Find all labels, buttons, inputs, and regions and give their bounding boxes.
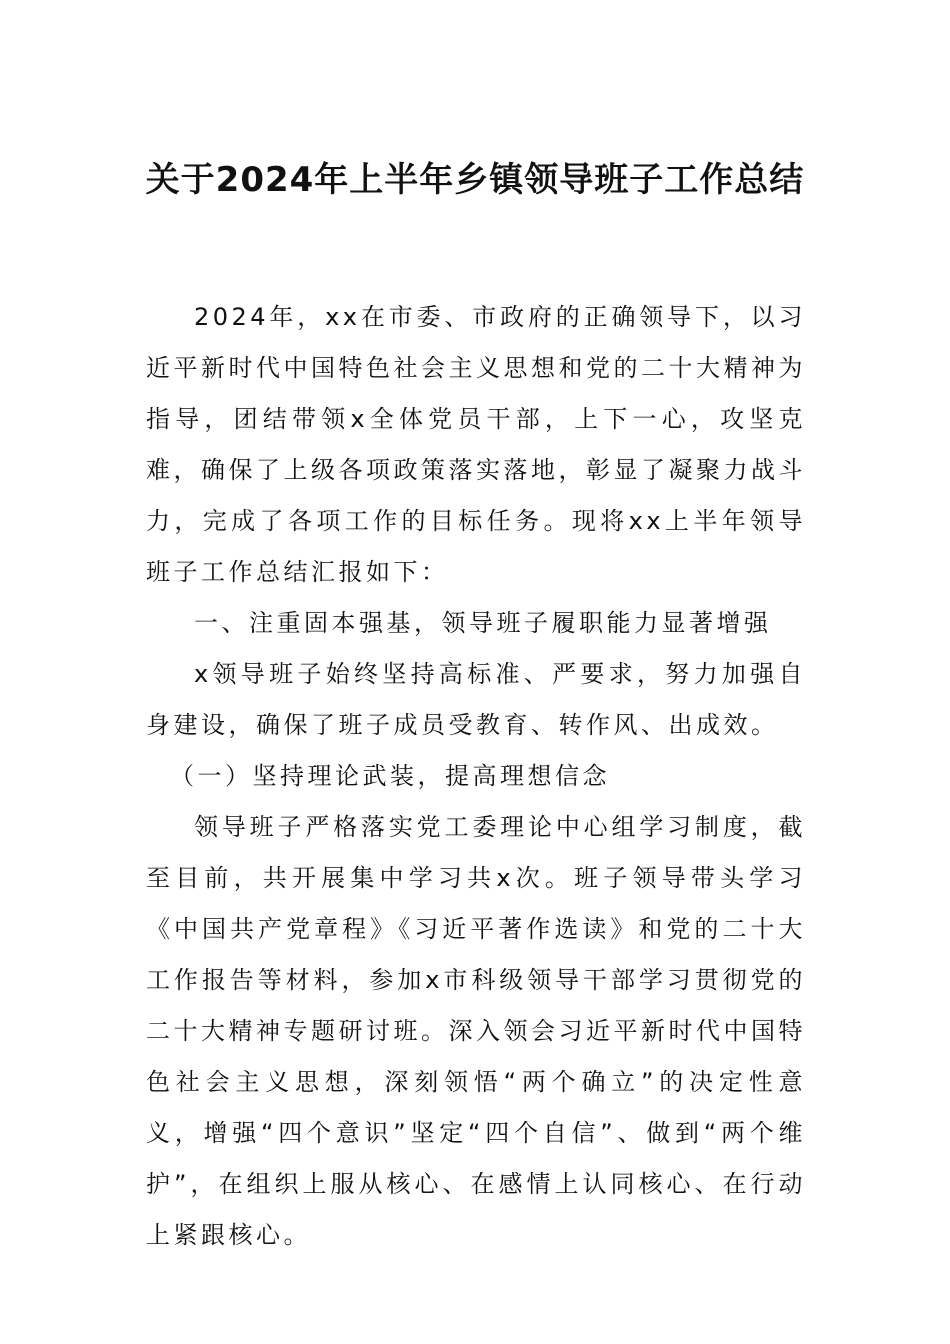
section-heading-1: 一、注重固本强基，领导班子履职能力显著增强 [194,609,772,637]
subsection-1-paragraph: 领导班子严格落实党工委理论中心组学习制度，截至目前，共开展集中学习共x次。班子领导带头学习《中国共产党章程》《习近平著作选读》和党的二十大工作报告等材料，参加x市科级领导干部学习贯彻党的二十大精神专题研讨班。深入领会习近平新时代中国特色社会主义思想，深刻领悟“两个确立”的决定性意义，增强“四个意识”坚定“四个自信”、做到“两个维护”，在组织上服从核心、在感情上认同核心、在行动上紧跟核心。 [146,813,806,1249]
document-body [146,292,806,1261]
document-title: 关于2024年上半年乡镇领导班子工作总结 [145,160,805,200]
subsection-heading-1: （一）坚持理论武装，提高理想信念 [170,762,610,790]
section-1-paragraph: x领导班子始终坚持高标准、严要求，努力加强自身建设，确保了班子成员受教育、转作风、出成效。 [146,660,806,739]
intro-paragraph: 2024年，xx在市委、市政府的正确领导下，以习近平新时代中国特色社会主义思想和党的二十大精神为指导，团结带领x全体党员干部，上下一心，攻坚克难，确保了上级各项政策落实落地，彰显了凝聚力战斗力，完成了各项工作的目标任务。现将xx上半年领导班子工作总结汇报如下： [146,303,806,586]
